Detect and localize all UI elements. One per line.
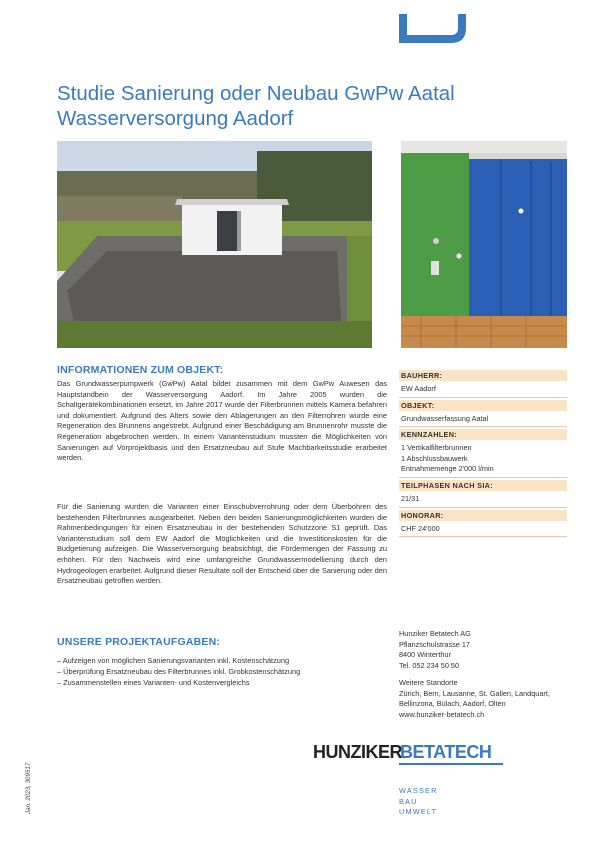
bauherr-value: EW Aadorf [399,381,567,398]
company-name: Hunziker Betatech AG [399,629,471,638]
contact-block [399,629,569,721]
tagline [399,786,438,818]
brand-part-1: HUNZIKER [313,742,402,762]
locations-line-1: Zürich, Bern, Lausanne, St. Gallen, Landquart, [399,688,550,698]
pump-house-photo [57,141,372,348]
brand-logo [313,742,513,772]
kennzahlen-label: KENNZAHLEN: [399,429,567,440]
bauherr-label: BAUHERR: [399,370,567,381]
honorar-value: CHF 24'000 [399,521,567,538]
brand-underline [399,763,503,765]
info-heading: INFORMATIONEN ZUM OBJEKT: [57,364,224,376]
logo-mark-icon [399,14,466,43]
title-line-2: Wasserversorgung Aadorf [57,107,294,130]
tagline-item: UMWELT [399,807,438,816]
honorar-label: HONORAR: [399,510,567,521]
tasks-list [57,656,387,688]
locations-line-2: Bellinzona, Bülach, Aadorf, Olten [399,699,506,709]
company-phone: Tel. 052 234 50 50 [399,661,460,671]
kennzahl-item: 1 Vertikalfilterbrunnen [401,443,472,453]
teilphasen-label: TEILPHASEN NACH SIA: [399,480,567,491]
company-website[interactable]: www.hunziker-betatech.ch [399,709,485,719]
kennzahl-item: Entnahmemenge 2'000 l/min [401,464,494,474]
description-paragraph-2: Für die Sanierung wurden die Varianten einer Einschubverrohrung oder dem Überbohren des bestehenden Filterbrunnes ausgearbeitet. Neben den beiden Sanierungsmöglichkeiten wurden die Rahmenbedingungen für einen Ersatzneubau in der bestehenden Schutzzone S1 geprüft. Das Variantenstudium soll dem EW Aadorf die Möglichkeiten und die Investitionskosten für die Budgetierung aufzeigen. Die Wasserversorgung beabsichtigt, die Fördermengen der Fassung zu erhöhen. Für den Nachweis wird eine umfangreiche Grundwassermodellierung durch den Hydrogeologen erarbeitet. Aufgrund dieser Resultate soll der Entscheid über die Sanierung oder den Ersatzneubau getroffen werden. [57,502,387,586]
objekt-value: Grundwasserfassung Aatal [399,411,567,428]
document-date: Jan. 2023, 309517 [25,762,32,814]
description-paragraph-1: Das Grundwasserpumpwerk (GwPw) Aatal bildet zusammen mit dem GwPw Auwesen das Hauptstandbein der Wasserversorgung Aadorf. Im Jahre 2005 wurden die Schaltgerätekombinationen ersetzt, im Jahre 2017 wurde der Filterbrunnen mittels Kamera befahren und dokumentiert. Aufgrund des Alters sowie den Ablagerungen an den Filterrohren wurde eine Regeneration des Brunnens angestrebt. Aufgrund einer Beschädigung am Brunnenrohr musste die Regeneration abgebrochen werden. In einem Variantenstudium mussten die Möglichkeiten von Sanierungen auf Vorprojektbasis und den Ersatzneubau auf Stufe Machbarkeitsstudie erarbeitet werden. [57,379,387,463]
task-item: – Aufzeigen von möglichen Sanierungsvarianten inkl. Kostenschätzung [57,656,290,665]
tagline-item: WASSER [399,786,438,795]
company-city: 8400 Winterthur [399,650,451,660]
teilphasen-value: 21/31 [399,491,567,508]
locations-heading: Weitere Standorte [399,677,458,687]
page-title [57,81,557,131]
project-info-panel [399,368,567,537]
objekt-label: OBJEKT: [399,400,567,411]
tagline-item: BAU [399,796,418,806]
title-line-1: Studie Sanierung oder Neubau GwPw Aatal [57,82,455,105]
task-item: – Überprüfung Ersatzneubau des Filterbrunnes inkl. Grobkostenschätzung [57,666,301,676]
tasks-heading: UNSERE PROJEKTAUFGABEN: [57,636,221,648]
control-cabinet-photo [401,141,567,348]
kennzahl-item: 1 Abschlussbauwerk [401,453,468,463]
task-item: – Zusammenstellen eines Varianten- und Kostenvergleichs [57,677,250,687]
company-street: Pflanzschulstrasse 17 [399,639,470,649]
kennzahlen-values [399,440,567,478]
brand-part-2: BETATECH [400,742,492,762]
